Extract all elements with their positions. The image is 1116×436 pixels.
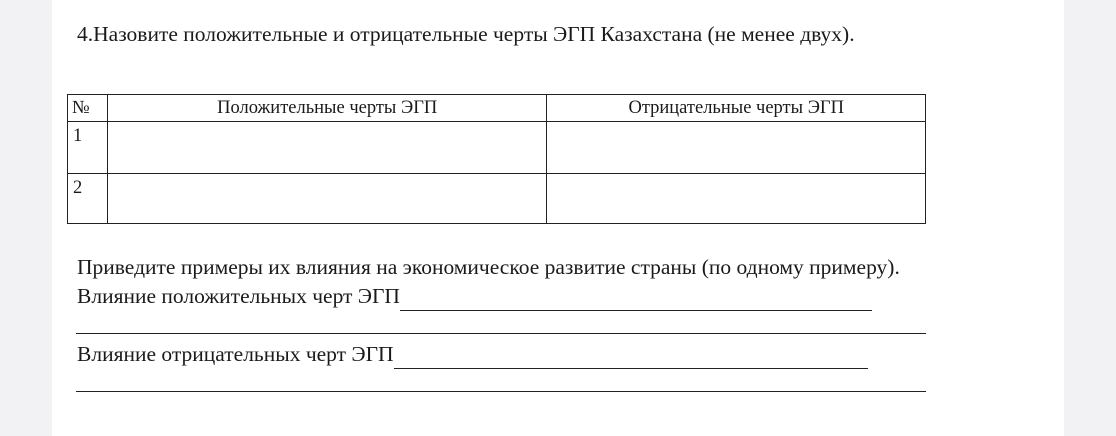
table-header-row xyxy=(68,95,926,122)
question-text: 4.Назовите положительные и отрицательные черты ЭГП Казахстана (не менее двух). xyxy=(77,22,855,46)
examples-instruction: Приведите примеры их влияния на экономическое развитие страны (по одному примеру). xyxy=(77,255,900,279)
positive-influence-label: Влияние положительных черт ЭГП xyxy=(77,284,400,308)
header-negative: Отрицательные черты ЭГП xyxy=(547,95,926,122)
negative-influence-label: Влияние отрицательных черт ЭГП xyxy=(77,342,394,366)
positive-cell[interactable] xyxy=(107,122,546,174)
positive-influence-answer[interactable] xyxy=(400,288,872,311)
negative-cell[interactable] xyxy=(547,122,926,174)
header-positive: Положительные черты ЭГП xyxy=(107,95,546,122)
negative-cell[interactable] xyxy=(547,174,926,224)
positive-cell[interactable] xyxy=(107,174,546,224)
row-number: 1 xyxy=(68,122,108,174)
table-row xyxy=(68,174,926,224)
table-row xyxy=(68,122,926,174)
positive-influence-continuation[interactable] xyxy=(77,311,939,340)
row-number: 2 xyxy=(68,174,108,224)
negative-influence-answer[interactable] xyxy=(394,346,868,369)
negative-influence-line xyxy=(77,340,939,369)
examples-section xyxy=(77,253,939,398)
negative-influence-continuation[interactable] xyxy=(77,369,939,398)
answer-table xyxy=(67,94,926,224)
positive-influence-line xyxy=(77,282,939,311)
header-number: № xyxy=(68,95,108,122)
